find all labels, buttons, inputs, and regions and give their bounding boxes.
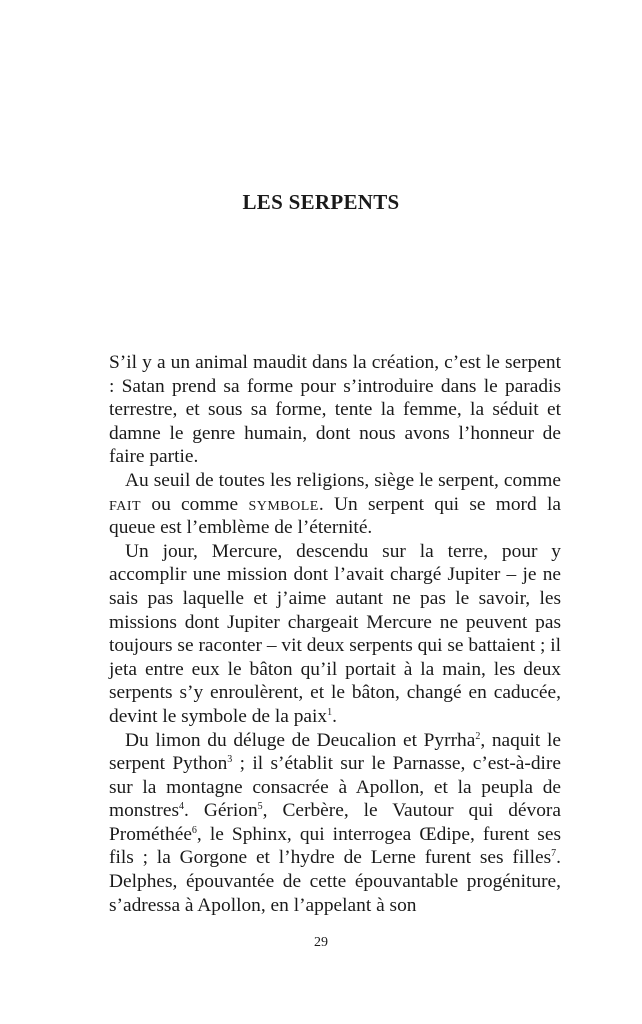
small-caps-fait: fait	[109, 493, 142, 515]
paragraph-1: S’il y a un animal maudit dans la création, c’est le serpent : Satan prend sa forme pour s’introduire dans le paradis terrestre, et sous sa forme, tente la femme, la séduit et damne le genre humain, dont nous avons l’honneur de faire partie.	[109, 352, 561, 468]
paragraph-2-text-b: ou comme	[141, 493, 249, 515]
paragraph-4-text-e: , Cerbère, le Vautour qui dévora Prométhée	[109, 800, 561, 845]
footnote-ref-2[interactable]: 2	[475, 730, 481, 742]
paragraph-3-end: .	[332, 705, 337, 727]
paragraph-4-text-a: Du limon du déluge de Deucalion et Pyrrha	[125, 729, 476, 751]
paragraph-2-text-c: . Un serpent qui se mord la queue est l’emblème de l’éternité.	[109, 493, 562, 539]
paragraph-3	[109, 540, 561, 729]
paragraph-2-text-a: Au seuil de toutes les religions, siège le serpent, comme	[125, 469, 561, 491]
paragraph-3-text: Un jour, Mercure, descendu sur la terre, pour y accomplir une mission dont l’avait chargé Jupiter – je ne sais pas laquelle et j’aime autant ne pas le savoir, les missions dont Jupiter chargeait Mercure ne peuvent pas toujours se raconter – vit deux serpents qui se battaient ; il jeta entre eux le bâton qu’il portait à la main, les deux serpents s’y enroulèrent, et le bâton, changé en caducée, devint le symbole de la paix	[109, 540, 561, 727]
paragraph-4-text-c: ; il s’établit sur le Parnasse, c’est-à-dire sur la montagne consacrée à Apollon, et la peupla de monstres	[109, 753, 561, 822]
page-number: 29	[314, 935, 328, 950]
paragraph-4-text-d: . Gérion	[184, 800, 258, 822]
paragraph-4	[109, 729, 561, 918]
page-title: LES SERPENTS	[242, 190, 400, 214]
paragraph-4-text-b: , naquit le serpent Python	[109, 729, 561, 775]
paragraph-2	[109, 469, 561, 540]
footnote-ref-4[interactable]: 4	[179, 801, 185, 813]
footnote-ref-3[interactable]: 3	[227, 754, 233, 766]
footnote-ref-7[interactable]: 7	[551, 848, 557, 860]
footnote-ref-6[interactable]: 6	[191, 824, 197, 836]
body-text	[109, 351, 561, 917]
footnote-ref-1[interactable]: 1	[327, 706, 333, 718]
paragraph-4-text-f: , le Sphinx, qui interrogea Œdipe, furent ses fils ; la Gorgone et l’hydre de Lerne furent ses filles	[109, 823, 561, 869]
footnote-ref-5[interactable]: 5	[257, 801, 263, 813]
paragraph-4-text-g: . Delphes, épouvantée de cette épouvantable progéniture, s’adressa à Apollon, en l’appelant à son	[109, 847, 561, 916]
small-caps-symbole: symbole	[248, 493, 319, 515]
